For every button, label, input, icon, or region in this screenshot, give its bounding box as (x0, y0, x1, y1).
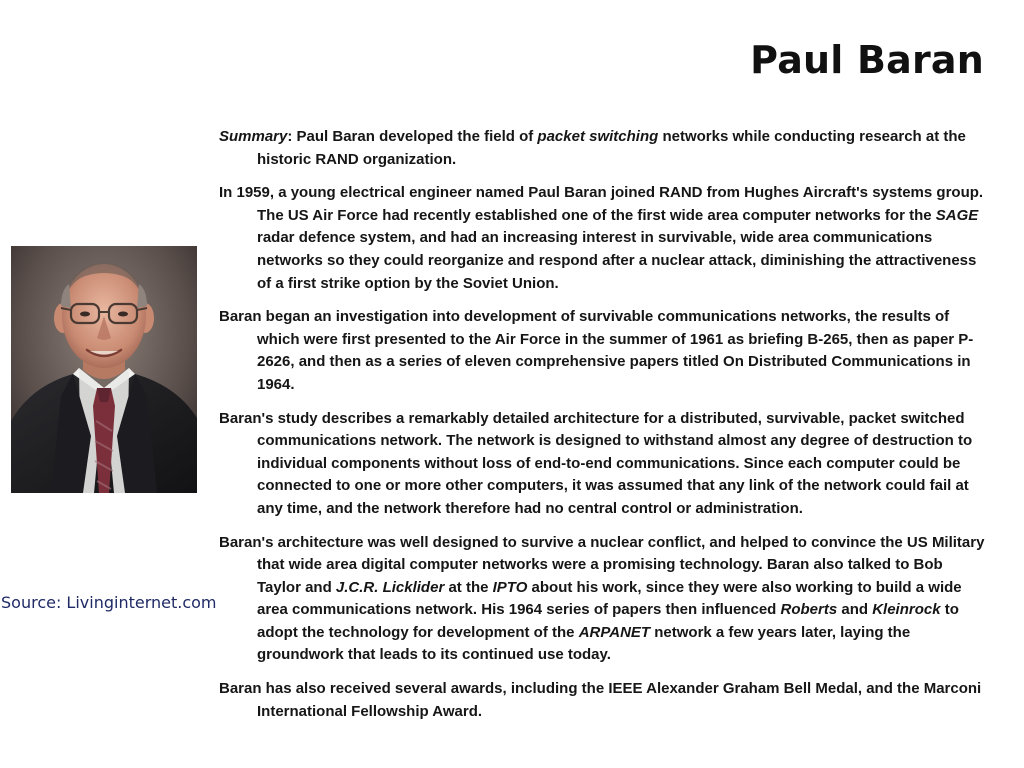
paragraph-5 (219, 532, 989, 668)
text-run: Baran's study describes a remarkably detailed architecture for a distributed, survivable, packet switched communications network. The network is designed to withstand almost any degree of destruction to individual components without loss of end-to-end communications. Since each computer could be connected to one or more other computers, it was assumed that any link of the network could fail at any time, and the network therefore had no central control or administration. (219, 409, 973, 517)
text-run: network a few years later, laying the groundwork that leads to its continued use today. (257, 623, 911, 664)
text-run: : Paul Baran developed the field of (287, 128, 538, 145)
text-run: radar defence system, and had an increasing interest in survivable, wide area communications networks so they could reorganize and respond after a nuclear attack, diminishing the attractiveness of a first strike option by the Soviet Union. (257, 229, 977, 292)
emphasized-text: ARPANET (578, 623, 651, 641)
emphasized-text: Roberts (780, 601, 838, 619)
text-run: Baran's architecture was well designed to survive a nuclear conflict, and helped to convince the US Military that wide area digital computer networks were a promising technology. Baran also talked to Bob Taylor and (219, 533, 985, 596)
text-run: networks while conducting research at the historic RAND organization. (257, 128, 966, 168)
paragraph-4 (219, 408, 989, 521)
text-run: Baran began an investigation into development of survivable communications networks, the results of which were first presented to the Air Force in the summer of 1961 as briefing B-265, then as paper P-2626, and then as a series of eleven comprehensive papers titled On Distributed Communications in 1964. (219, 308, 974, 393)
emphasized-text: IPTO (492, 578, 528, 596)
emphasized-text: packet switching (537, 128, 659, 145)
paragraph-6 (219, 678, 989, 723)
portrait-photo (11, 246, 197, 493)
emphasized-text: Kleinrock (872, 601, 941, 619)
text-run: and (837, 601, 873, 619)
slide-title: Paul Baran (750, 38, 984, 82)
paragraph-2 (219, 182, 989, 295)
text-run: Baran has also received several awards, including the IEEE Alexander Graham Bell Medal, and the Marconi International Fellowship Award. (219, 680, 982, 720)
article-body (219, 126, 989, 734)
paragraph-1 (219, 126, 989, 171)
paragraph-3 (219, 306, 989, 396)
source-caption: Source: Livinginternet.com (1, 593, 217, 612)
text-run: at the (444, 578, 493, 596)
emphasized-text: Summary (219, 128, 288, 145)
text-run: In 1959, a young electrical engineer named Paul Baran joined RAND from Hughes Aircraft's systems group. The US Air Force had recently established one of the first wide area computer networks for the (219, 184, 984, 224)
text-run: to adopt the technology for development of the (257, 601, 959, 641)
emphasized-text: J.C.R. Licklider (335, 578, 445, 596)
text-run: about his work, since they were also working to build a wide area communications network. His 1964 series of papers then influenced (257, 578, 962, 619)
emphasized-text: SAGE (935, 206, 979, 224)
